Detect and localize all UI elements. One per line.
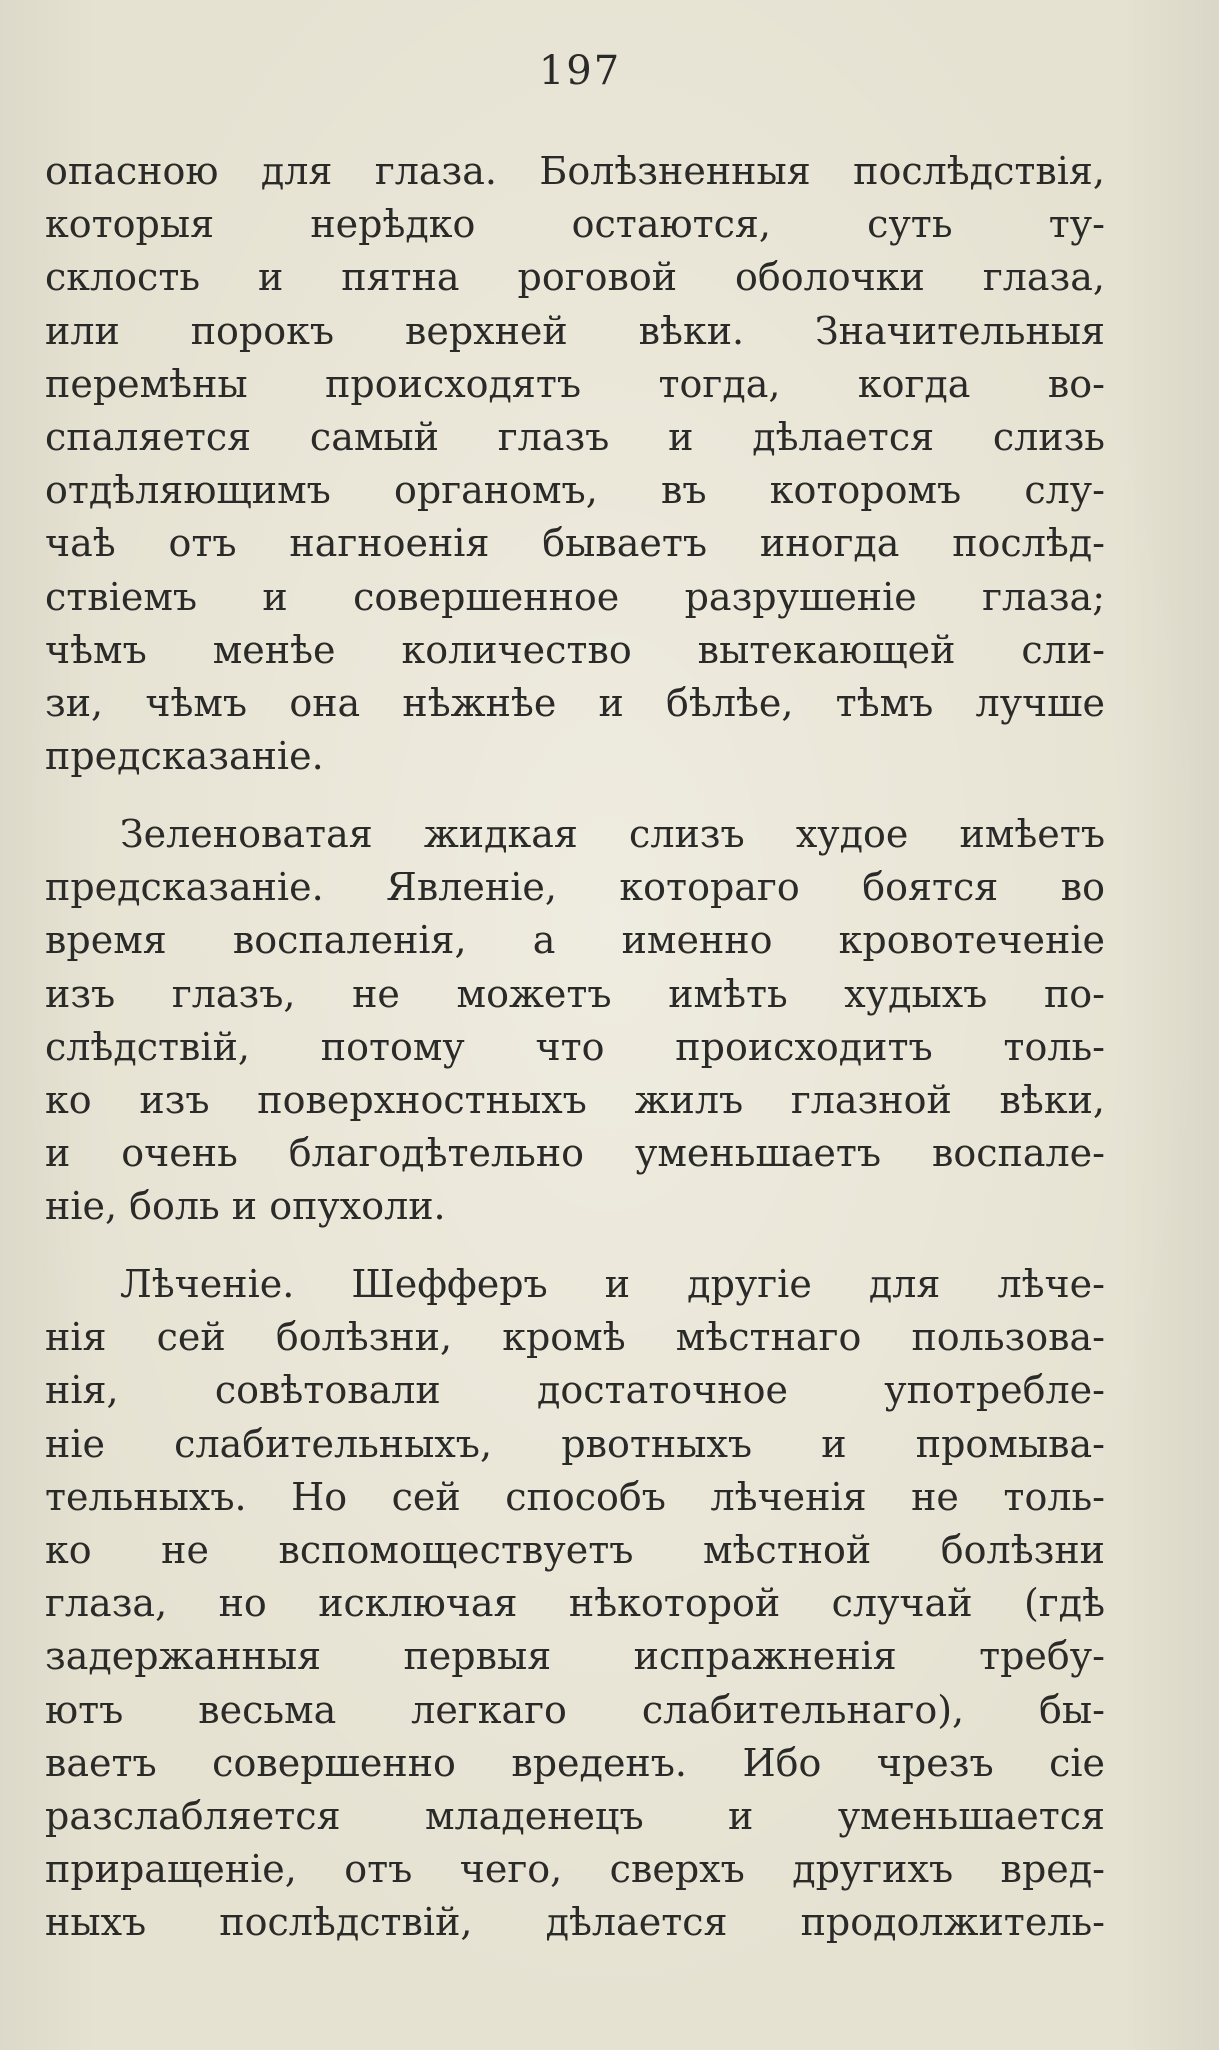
text-line: разслабляется младенецъ и уменьшается <box>45 1793 1105 1838</box>
paragraph-1 <box>45 145 1105 783</box>
text-line: отдѣляющимъ органомъ, въ которомъ слу- <box>45 468 1105 513</box>
text-line: спаляется самый глазъ и дѣлается слизь <box>45 414 1105 459</box>
paragraph-3 <box>45 1258 1105 1949</box>
text-line: изъ глазъ, не можетъ имѣть худыхъ по- <box>45 971 1105 1016</box>
text-line: приращеніе, отъ чего, сверхъ другихъ вред- <box>45 1847 1105 1892</box>
text-line: время воспаленія, а именно кровотеченіе <box>45 918 1105 963</box>
text-line: и очень благодѣтельно уменьшаетъ воспале- <box>45 1131 1105 1176</box>
text-line: глаза, но исключая нѣкоторой случай (гдѣ <box>45 1581 1105 1626</box>
text-line: или порокъ верхней вѣки. Значительныя <box>45 308 1105 353</box>
text-line: ко не вспомоществуетъ мѣстной болѣзни <box>45 1527 1105 1572</box>
text-line: предсказаніе. <box>45 734 324 779</box>
text-line: ныхъ послѣдствій, дѣлается продолжитель- <box>45 1900 1105 1945</box>
text-line: перемѣны происходятъ тогда, когда во- <box>45 361 1105 406</box>
text-line: опасною для глаза. Болѣзненныя послѣдствія, <box>45 149 1105 193</box>
text-line: ваетъ совершенно вреденъ. Ибо чрезъ сіе <box>45 1740 1105 1785</box>
text-line: Зеленоватая жидкая слизъ худое имѣетъ <box>120 812 1105 856</box>
text-line: задержанныя первыя испражненія требу- <box>45 1634 1105 1679</box>
text-line: ніе слабительныхъ, рвотныхъ и промыва- <box>45 1421 1105 1466</box>
text-line: слѣдствій, потому что происходитъ толь- <box>45 1024 1105 1069</box>
text-line: чаѣ отъ нагноенія бываетъ иногда послѣд- <box>45 521 1105 566</box>
text-line: склость и пятна роговой оболочки глаза, <box>45 255 1105 300</box>
text-line: ніе, боль и опухоли. <box>45 1184 446 1229</box>
paragraph-2 <box>45 808 1105 1234</box>
text-line: которыя нерѣдко остаются, суть ту- <box>45 202 1105 247</box>
text-line: зи, чѣмъ она нѣжнѣе и бѣлѣе, тѣмъ лучше <box>45 680 1105 725</box>
text-line: тельныхъ. Но сей способъ лѣченія не толь- <box>45 1474 1105 1519</box>
page-number: 197 <box>538 48 622 94</box>
text-line: Лѣченіе. Шефферъ и другіе для лѣче- <box>120 1262 1105 1306</box>
text-line: ствіемъ и совершенное разрушеніе глаза; <box>45 574 1105 619</box>
text-line: чѣмъ менѣе количество вытекающей сли- <box>45 627 1105 672</box>
text-line: нія, совѣтовали достаточное употребле- <box>45 1368 1105 1413</box>
text-line: нія сей болѣзни, кромѣ мѣстнаго пользова- <box>45 1315 1105 1360</box>
text-line: ютъ весьма легкаго слабительнаго), бы- <box>45 1687 1105 1732</box>
text-line: предсказаніе. Явленіе, котораго боятся во <box>45 865 1105 910</box>
text-line: ко изъ поверхностныхъ жилъ глазной вѣки, <box>45 1077 1105 1122</box>
